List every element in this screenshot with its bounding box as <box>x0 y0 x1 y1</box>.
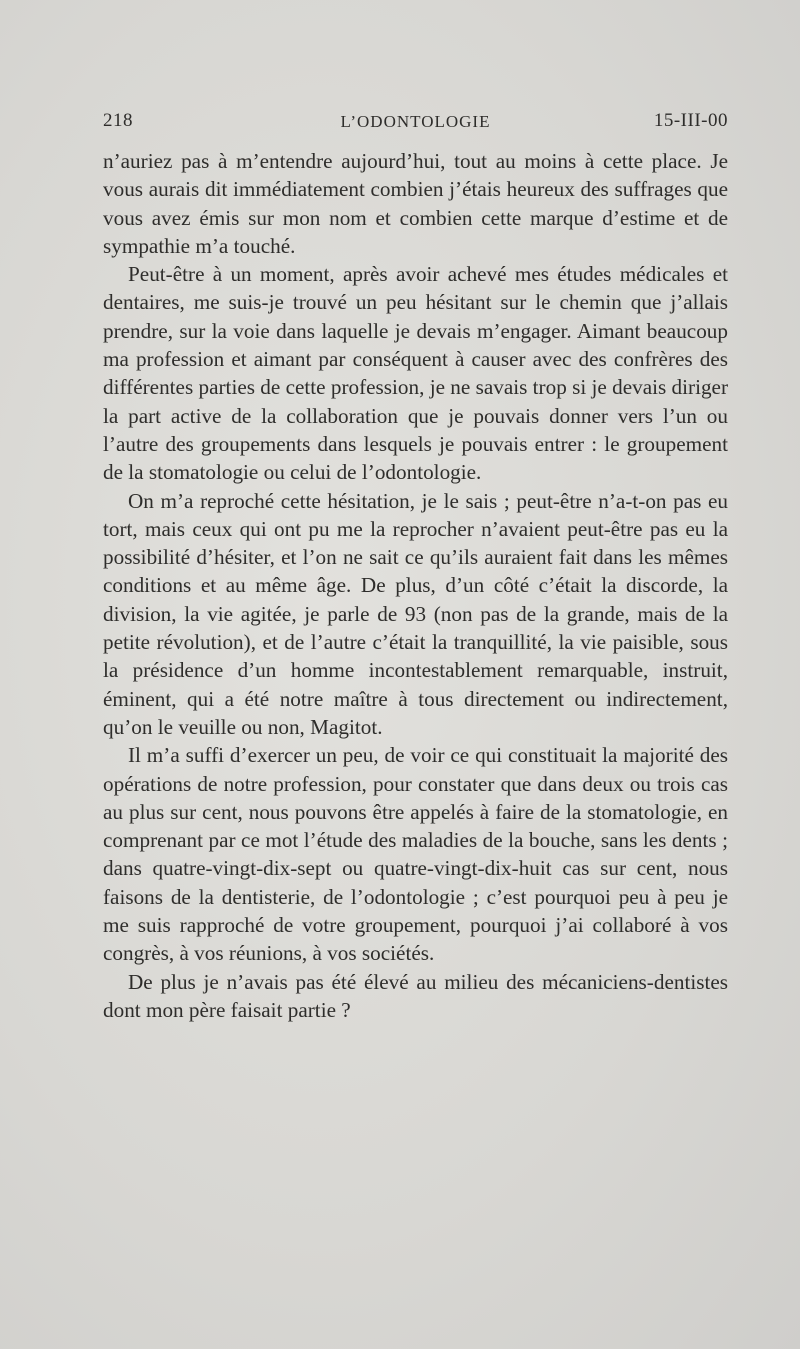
body-text <box>103 147 728 1024</box>
running-header <box>103 110 728 140</box>
journal-title: L’ODONTOLOGIE <box>340 112 491 131</box>
paragraph: De plus je n’avais pas été élevé au milieu des mécaniciens-dentistes dont mon père faisait partie ? <box>103 969 728 1022</box>
page-number: 218 <box>103 110 133 131</box>
paragraph-continued: n’auriez pas à m’entendre aujourd’hui, tout au moins à cette place. Je vous aurais dit immédiatement combien j’étais heureux des suffrages que vous avez émis sur mon nom et combien cette marque d’estime et de sympathie m’a touché. <box>103 149 728 258</box>
paragraph: Peut-être à un moment, après avoir achevé mes études médicales et dentaires, me suis-je trouvé un peu hésitant sur le chemin que j’allais prendre, sur la voie dans laquelle je devais m’engager. Aimant beaucoup ma profession et aimant par conséquent à causer avec des confrères des différentes parties de cette profession, je ne savais trop si je devais diriger la part active de la collaboration que je pouvais donner vers l’un ou l’autre des groupements dans lesquels je pouvais entrer : le groupement de la stomatologie ou celui de l’odontologie. <box>103 262 729 485</box>
issue-date: 15-III-00 <box>653 110 728 131</box>
paragraph: Il m’a suffi d’exercer un peu, de voir ce qui constituait la majorité des opérations de notre profession, pour constater que dans deux ou trois cas au plus sur cent, nous pouvons être appelés à faire de la stomatologie, en comprenant par ce mot l’étude des maladies de la bouche, sans les dents ; dans quatre-vingt-dix-sept ou quatre-vingt-dix-huit cas sur cent, nous faisons de la dentisterie, de l’odontologie ; c’est pourquoi peu à peu je me suis rapproché de votre groupement, pourquoi j’ai collaboré à vos congrès, à vos réunions, à vos sociétés. <box>103 743 728 966</box>
paragraph: On m’a reproché cette hésitation, je le sais ; peut-être n’a-t-on pas eu tort, mais ceux qui ont pu me la reprocher n’avaient peut-être pas eu la possibilité d’hésiter, et l’on ne sait ce qu’ils auraient fait dans les mêmes conditions et au même âge. De plus, d’un côté c’était la discorde, la division, la vie agitée, je parle de 93 (non pas de la grande, mais de la petite révolution), et de l’autre c’était la tranquillité, la vie paisible, sous la présidence d’un homme incontestablement remarquable, instruit, éminent, qui a été notre maître à tous directement ou indirectement, qu’on le veuille ou non, Magitot. <box>103 488 728 739</box>
